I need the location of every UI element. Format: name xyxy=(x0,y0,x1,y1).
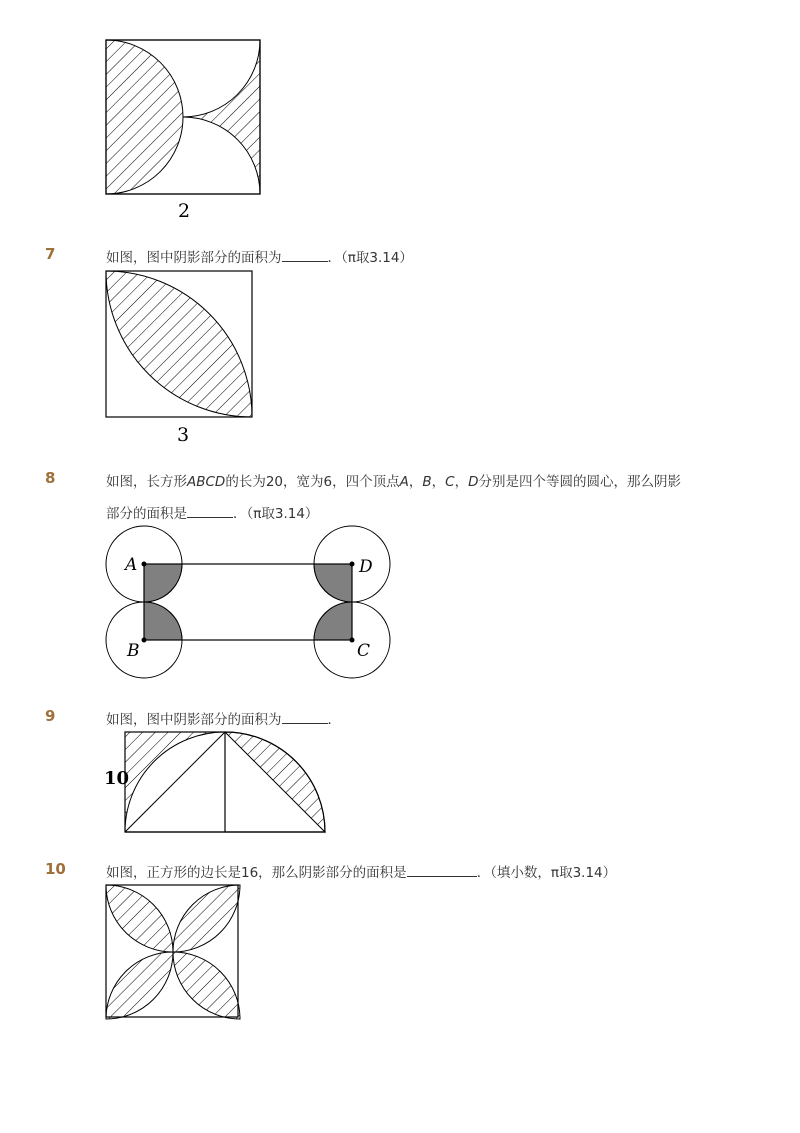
figure-q7-side-label: 3 xyxy=(177,424,190,446)
figure-q6 xyxy=(104,38,264,198)
question-8-line-2 xyxy=(106,502,318,522)
shaded-half-circle xyxy=(106,40,183,194)
shaded-quarter-c xyxy=(314,602,352,640)
q7-answer-blank[interactable] xyxy=(282,249,328,262)
q8-text-after: ．（π取3.14） xyxy=(233,506,319,522)
question-number-7: 7 xyxy=(45,245,56,263)
shaded-leaf-bottom-right xyxy=(173,952,240,1019)
label-d: D xyxy=(359,557,373,577)
shaded-leaf-top-right xyxy=(173,885,240,952)
question-number-9: 9 xyxy=(45,707,56,725)
question-10-text xyxy=(106,861,616,881)
figure-q9 xyxy=(120,729,330,835)
q8-comma: ， xyxy=(431,474,446,490)
shaded-right-region xyxy=(183,40,260,194)
shaded-leaf-top-left xyxy=(106,885,173,952)
shaded-leaf-bottom-left xyxy=(106,952,173,1019)
q10-text-before: 如图，正方形的边长是16，那么阴影部分的面积是 xyxy=(106,865,407,881)
shaded-quarter-d xyxy=(314,564,352,602)
question-number-10: 10 xyxy=(45,860,66,878)
q8-text-part: 的长为20，宽为6，四个顶点 xyxy=(225,474,400,490)
q7-text-before: 如图，图中阴影部分的面积为 xyxy=(106,250,282,266)
question-8-line-1 xyxy=(106,470,681,490)
q8-text-part: 分别是四个等圆的圆心，那么阴影 xyxy=(478,474,681,490)
label-a: A xyxy=(125,555,138,575)
question-9-text xyxy=(106,708,341,728)
q8-text-part: 如图，长方形 xyxy=(106,474,187,490)
shaded-quarter-circle xyxy=(225,732,325,832)
figure-q8 xyxy=(100,522,400,684)
label-c: C xyxy=(357,641,371,661)
question-7-text xyxy=(106,246,413,266)
figure-q6-side-label: 2 xyxy=(178,200,191,222)
figure-q7 xyxy=(104,269,256,421)
q7-text-after: ．（π取3.14） xyxy=(327,250,413,266)
q10-answer-blank[interactable] xyxy=(407,864,477,877)
q8-vertex-c: C xyxy=(445,474,455,490)
label-b: B xyxy=(127,641,140,661)
shaded-quarter-b xyxy=(144,602,182,640)
q8-comma: ， xyxy=(454,474,469,490)
q9-text-before: 如图，图中阴影部分的面积为 xyxy=(106,712,282,728)
shaded-leaf xyxy=(106,271,252,417)
q8-text-before: 部分的面积是 xyxy=(106,506,187,522)
q9-text-after: ． xyxy=(327,712,341,728)
q8-rect-name: ABCD xyxy=(187,474,226,490)
q10-text-after: ．（填小数，π取3.14） xyxy=(476,865,617,881)
q8-vertex-b: B xyxy=(422,474,432,490)
q8-comma: ， xyxy=(408,474,423,490)
q8-vertex-d: D xyxy=(468,474,479,490)
question-number-8: 8 xyxy=(45,469,56,487)
q9-answer-blank[interactable] xyxy=(282,711,328,724)
figure-q10 xyxy=(104,883,242,1021)
q8-vertex-a: A xyxy=(399,474,409,490)
q8-answer-blank[interactable] xyxy=(187,505,233,518)
shaded-quarter-a xyxy=(144,564,182,602)
figure-q9-side-label: 10 xyxy=(104,768,130,789)
